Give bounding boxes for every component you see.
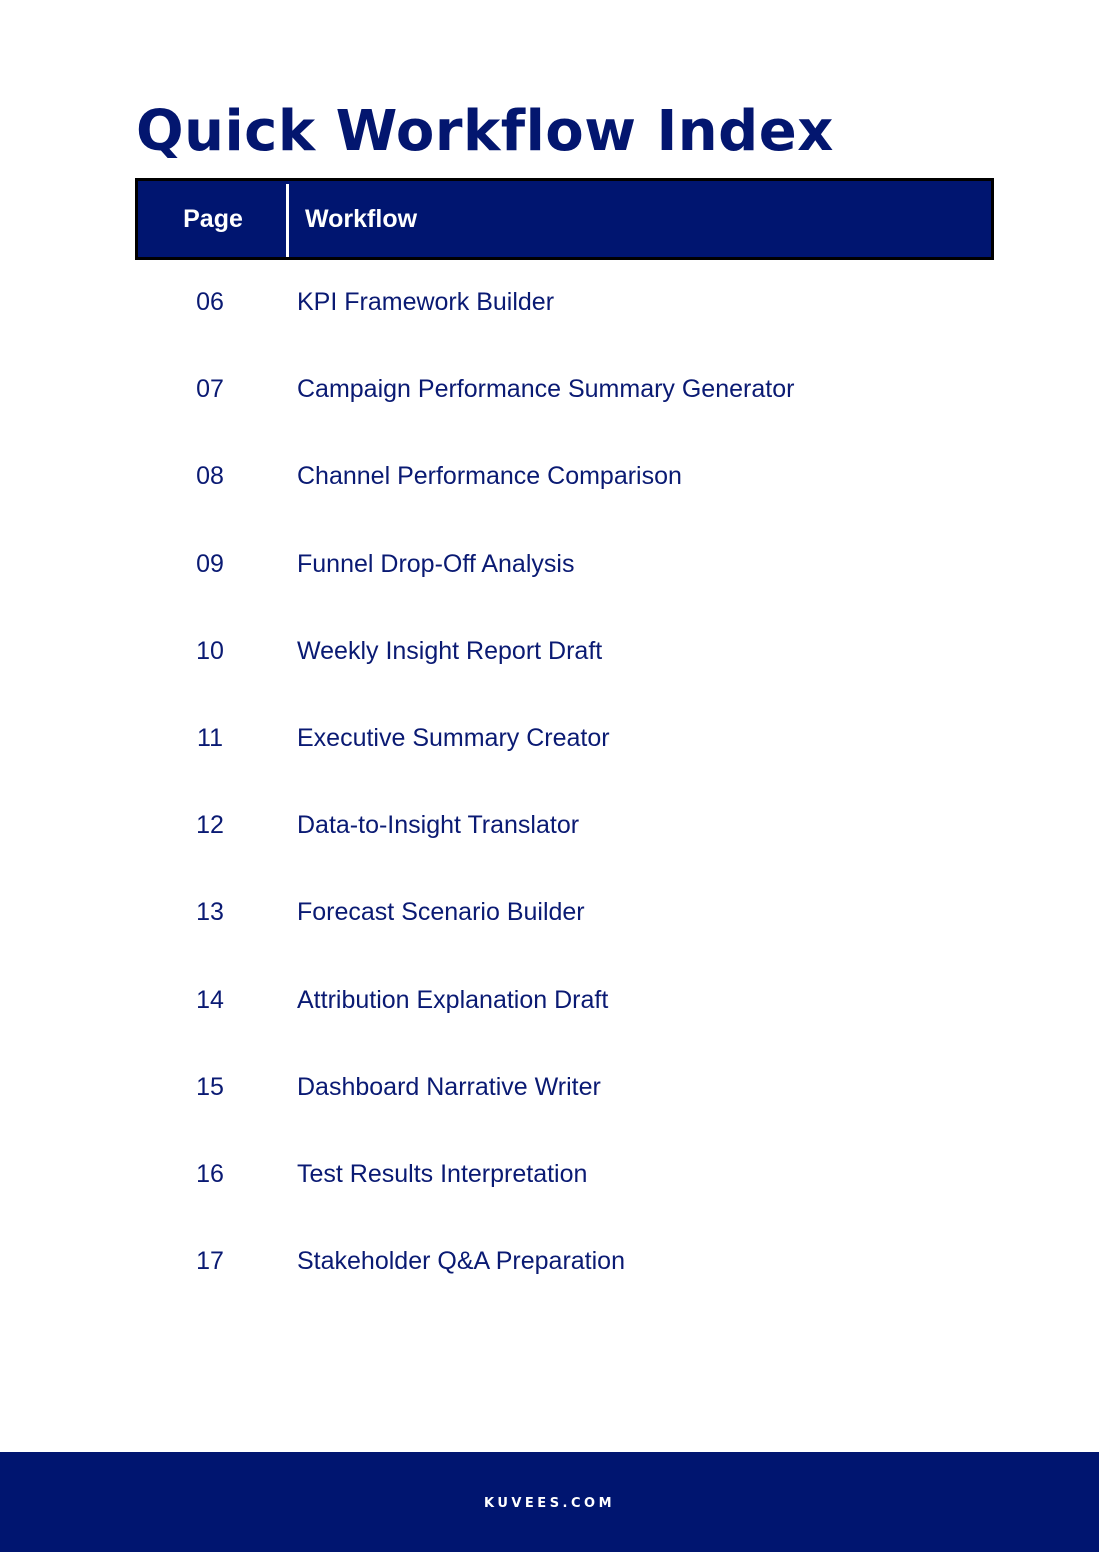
table-row [135, 607, 994, 694]
workflow-name-cell: Stakeholder Q&A Preparation [297, 1247, 625, 1276]
workflow-name-cell: Campaign Performance Summary Generator [297, 375, 795, 404]
table-row [135, 345, 994, 432]
page-number-cell: 16 [196, 1160, 224, 1188]
page-number-cell: 07 [196, 375, 224, 404]
workflow-name-cell: Dashboard Narrative Writer [297, 1072, 601, 1101]
page-title: Quick Workflow Index [136, 99, 834, 164]
workflow-name-cell: Test Results Interpretation [297, 1160, 588, 1188]
page-number-cell: 09 [196, 549, 224, 578]
table-row [135, 781, 994, 868]
page-number-cell: 06 [196, 288, 224, 316]
page-number-cell: 15 [196, 1072, 224, 1101]
workflow-name-cell: Executive Summary Creator [297, 724, 610, 752]
workflow-name-cell: Data-to-Insight Translator [297, 811, 580, 840]
workflow-name-cell: Attribution Explanation Draft [297, 985, 609, 1014]
table-row [135, 258, 994, 345]
page-number-cell: 12 [196, 811, 224, 840]
page-number-cell: 08 [196, 462, 224, 491]
workflow-name-cell: KPI Framework Builder [297, 288, 555, 316]
table-header [135, 178, 994, 260]
header-divider [286, 184, 289, 257]
footer-bar [0, 1452, 1099, 1552]
workflow-name-cell: Weekly Insight Report Draft [297, 636, 603, 665]
table-row [135, 432, 994, 519]
table-row [135, 694, 994, 781]
table-row [135, 1043, 994, 1130]
page-number-cell: 13 [196, 898, 224, 927]
column-header-workflow: Workflow [305, 204, 418, 233]
workflow-name-cell: Funnel Drop-Off Analysis [297, 549, 575, 578]
page-number-cell: 17 [196, 1247, 224, 1276]
page-number-cell: 14 [196, 985, 224, 1014]
footer-website-link[interactable]: KUVEES.COM [483, 1496, 616, 1511]
workflow-name-cell: Channel Performance Comparison [297, 462, 682, 491]
workflow-name-cell: Forecast Scenario Builder [297, 898, 585, 927]
workflow-index-table [135, 178, 994, 1276]
table-row [135, 1217, 994, 1304]
page-number-cell: 10 [196, 636, 224, 665]
column-header-page: Page [183, 204, 243, 233]
table-row [135, 868, 994, 955]
table-row [135, 956, 994, 1043]
table-row [135, 1130, 994, 1217]
page-number-cell: 11 [197, 724, 223, 752]
table-row [135, 520, 994, 607]
